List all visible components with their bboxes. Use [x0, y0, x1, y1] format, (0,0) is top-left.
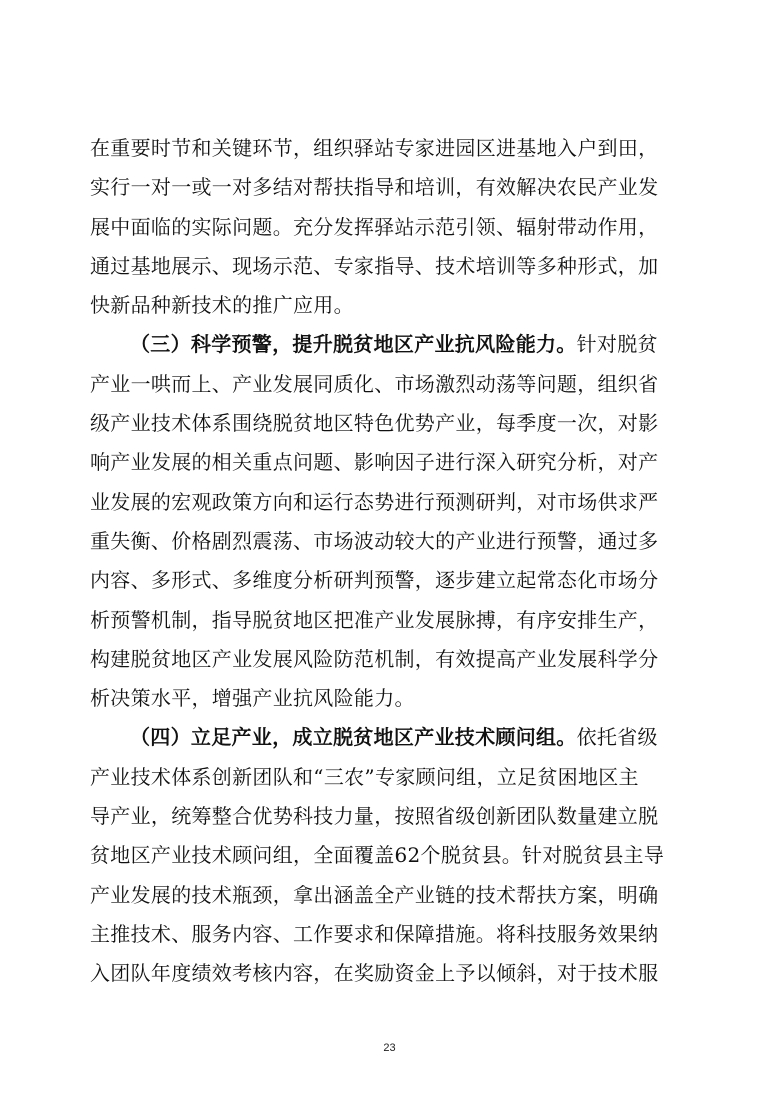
text-line: 导产业，统筹整合优势科技力量，按照省级创新团队数量建立脱 [90, 804, 659, 829]
text-line: 内容、多形式、多维度分析研判预警，逐步建立起常态化市场分 [90, 568, 659, 593]
text-line: 通过基地展示、现场示范、专家指导、技术培训等多种形式，加 [90, 253, 659, 278]
section-four-heading: （四）立足产业，成立脱贫地区产业技术顾问组。 [130, 725, 577, 750]
text-line: 级产业技术体系围绕脱贫地区特色优势产业，每季度一次，对影 [90, 411, 659, 436]
body-text [90, 129, 690, 994]
text-line: 业发展的宏观政策方向和运行态势进行预测研判，对市场供求严 [90, 489, 659, 514]
text-line: 在重要时节和关键环节，组织驿站专家进园区进基地入户到田， [90, 136, 659, 160]
section-three-text: 针对脱贫 [576, 332, 658, 357]
page-number: 23 [383, 1042, 396, 1054]
text-line: 产业发展的技术瓶颈，拿出涵盖全产业链的技术帮扶方案，明确 [90, 882, 659, 907]
text-line: 展中面临的实际问题。充分发挥驿站示范引领、辐射带动作用， [90, 214, 659, 239]
text-line: 产业一哄而上、产业发展同质化、市场激烈动荡等问题，组织省 [90, 371, 659, 396]
text-line: 析预警机制，指导脱贫地区把准产业发展脉搏，有序安排生产， [90, 607, 659, 632]
section-three-first-line [90, 325, 690, 364]
text-line: 响产业发展的相关重点问题、影响因子进行深入研究分析，对产 [90, 450, 659, 475]
section-four-text: 依托省级 [576, 725, 658, 750]
text-line: 重失衡、价格剧烈震荡、市场波动较大的产业进行预警，通过多 [90, 528, 659, 553]
text-line: 构建脱贫地区产业发展风险防范机制，有效提高产业发展科学分 [90, 646, 659, 671]
text-line: 主推技术、服务内容、工作要求和保障措施。将科技服务效果纳 [90, 921, 659, 946]
text-line: 贫地区产业技术顾问组，全面覆盖62个脱贫县。针对脱贫县主导 [90, 843, 665, 868]
text-line: 产业技术体系创新团队和“三农”专家顾问组，立足贫困地区主 [90, 764, 639, 789]
section-four-first-line [90, 718, 690, 757]
text-line: 快新品种新技术的推广应用。 [90, 293, 354, 318]
text-line: 析决策水平，增强产业抗风险能力。 [90, 686, 415, 711]
text-line: 入团队年度绩效考核内容，在奖励资金上予以倾斜，对于技术服 [90, 961, 659, 986]
text-line: 实行一对一或一对多结对帮扶指导和培训，有效解决农民产业发 [90, 175, 659, 200]
section-three-heading: （三）科学预警，提升脱贫地区产业抗风险能力。 [130, 332, 577, 357]
